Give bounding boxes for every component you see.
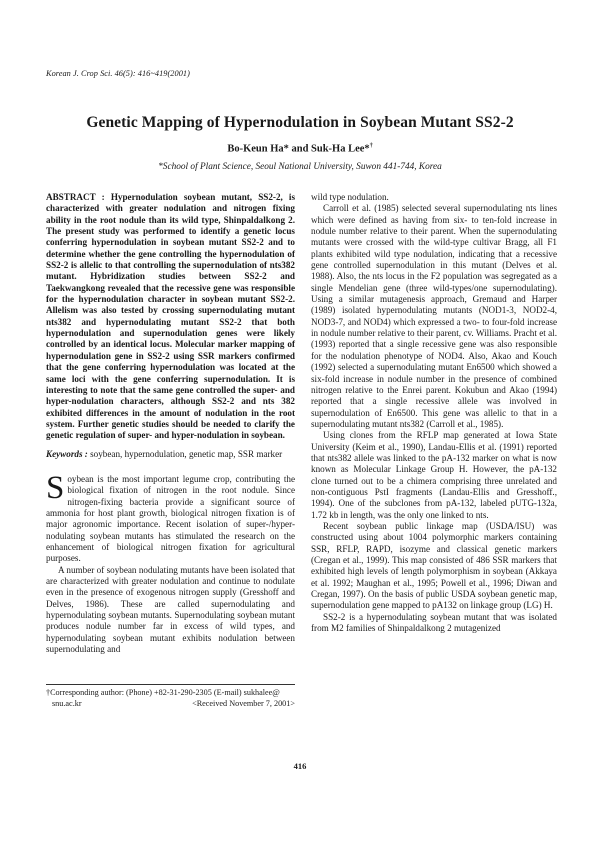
intro-paragraph-1	[46, 469, 295, 565]
corresponding-author-mark: †	[369, 143, 373, 149]
right-paragraph-3: Recent soybean public linkage map (USDA/ISU) was constructed using about 1004 polymorphic markers containing SSR, RFLP, RAPD, isozyme and classical genetic markers (Cregan et al., 1999). This map consisted of 486 SSR markers that exhibited high levels of length polymorphism in soybean (Akkaya et al. 1992; Maughan et al., 1995; Powell et al., 1996; Diwan and Cregan, 1997). On the basis of public USDA soybean genetic map, supernodulation gene mapped to pA132 on linkage group (LG) H.	[311, 520, 557, 611]
right-paragraph-0: wild type nodulation.	[311, 192, 389, 202]
affiliation: *School of Plant Science, Seoul National University, Suwon 441-744, Korea	[158, 162, 442, 172]
right-paragraph-1: Carroll et al. (1985) selected several supernodulating nts lines which were defined as having from six- to ten-fold increase in nodule number relative to their parent. When the supernodulating mutants were crossed with the wild-type cultivar Bragg, all F1 plants exhibited wild type nodulation, indicating that a recessive gene controlled supernodulation in this mutant (Delves et al. 1988). Also, the nts locus in the F2 population was segregated as a single Mendelian gene (three wild-types/one supernodulating). Using a similar mutagenesis approach, Gremaud and Harper (1989) isolated hypernodulating mutants (NOD1-3, NOD2-4, NOD3-7, and NOD4) which expressed a two- to four-fold increase in nodule number relative to their parent, cv. Williams. Pracht et al. (1993) reported that a single recessive gene was also responsible for the nodulation phenotype of NOD4. Also, Akao and Kouch (1992) selected a supernodulating mutant En6500 which showed a six-fold increase in nodule number in the presence of combined nitrogen relative to the Enrei parent. Kokubun and Akao (1994) reported that a single recessive allele was involved in supernodulation of En6500. This gene was allelic to that in a supernodulating mutant nts382 (Carroll et al., 1985).	[311, 203, 557, 429]
left-column	[46, 192, 295, 655]
received-date: <Received November 7, 2001>	[192, 698, 295, 708]
keywords-text: soybean, hypernodulation, genetic map, SSR marker	[90, 448, 283, 459]
page-number: 416	[293, 761, 307, 771]
keywords-label: Keywords :	[46, 448, 88, 459]
footnote-email-end: snu.ac.kr	[52, 698, 82, 708]
right-column	[311, 192, 557, 634]
footnote-divider	[46, 684, 295, 685]
abstract-text: Hypernodulation soybean mutant, SS2-2, is characterized with greater nodulation and nitrogen fixing ability in the root nodule than its wild type, Shinpaldalkong 2. The present study was performed to identify a genetic locus conferring hypernodulation in soybean mutant SS2-2 and to determine whether the gene controlling the hypernodulation of SS2-2 is allelic to that controlling the supernodulation of nts382 mutant. Hybridization studies between SS2-2 and Taekwangkong revealed that the recessive gene was responsible for the hypernodulation character in soybean mutant SS2-2. Allelism was also tested by crossing supernodulating mutant nts382 and hypernodulating mutant SS2-2 that both hypernodulation and supernodulation genes were likely controlled by an identical locus. Molecular marker mapping of hypernodulation gene in SS2-2 using SSR markers confirmed that the gene conferring hypernodulation was located at the same loci with the gene conferring supernodulation. It is interesting to note that the same gene controlled the super- and hyper-nodulation characters, although SS2-2 and nts 382 exhibited differences in the amount of nodulation in the root system. Further genetic studies should be needed to clarify the genetic regulation of super- and hyper-nodulation in soybean.	[46, 192, 295, 441]
author-names: Bo-Keun Ha* and Suk-Ha Lee*	[227, 143, 370, 155]
abstract-label: ABSTRACT :	[46, 192, 105, 202]
drop-cap: S	[46, 469, 65, 506]
right-paragraph-2: Using clones from the RFLP map generated at Iowa State University (Keim et al., 1990), Landau-Ellis et al. (1991) reported that nts382 allele was linked to the pA-132 marker on what is now known as Molecular Linkage Group H. However, the pA-132 clone turned out to be a chimera comprising three unrelated and non-contiguous PstI fragments (Landau-Ellis and Gresshoff., 1994). One of the subclones from pA-132, labeled pUTG-132a, 1.72 kb in length, was the only one linked to nts.	[311, 430, 557, 520]
abstract	[46, 192, 295, 442]
keywords	[46, 449, 295, 460]
journal-citation: Korean J. Crop Sci. 46(5): 416~419(2001)	[46, 69, 190, 78]
footnote-contact: †Corresponding author: (Phone) +82-31-290-2305 (E-mail) sukhalee@	[46, 688, 280, 697]
intro-paragraph-2: A number of soybean nodulating mutants have been isolated that are characterized with greater nodulation and continue to nodulate even in the presence of exogenous nitrogen supply (Gresshoff and Delves, 1986). These are called supernodulating and hypernodulating soybean mutants. Supernodulating soybean mutant produces nodule number far in excess of wild types, and hypernodulating soybean mutant exhibits nodulation between supernodulating and	[46, 564, 295, 655]
right-paragraph-4: SS2-2 is a hypernodulating soybean mutant that was isolated from M2 families of Shinpaldalkong 2 mutagenized	[311, 611, 557, 634]
authors	[0, 143, 600, 155]
footnote	[46, 688, 295, 709]
paper-title: Genetic Mapping of Hypernodulation in Soybean Mutant SS2-2	[86, 114, 514, 131]
footnote-line-2	[46, 699, 295, 710]
intro-paragraph-1-text: oybean is the most important legume crop, contributing the biological fixation of nitrogen in the root nodule. Since nitrogen-fixing bacteria provide a significant source of ammonia for host plant growth, biological nitrogen fixation is of major agronomic importance. Recent isolation of super-/hyper-nodulating soybean mutants has stimulated the research on the enhancement of biological nitrogen fixation for agricultural purposes.	[46, 473, 295, 564]
